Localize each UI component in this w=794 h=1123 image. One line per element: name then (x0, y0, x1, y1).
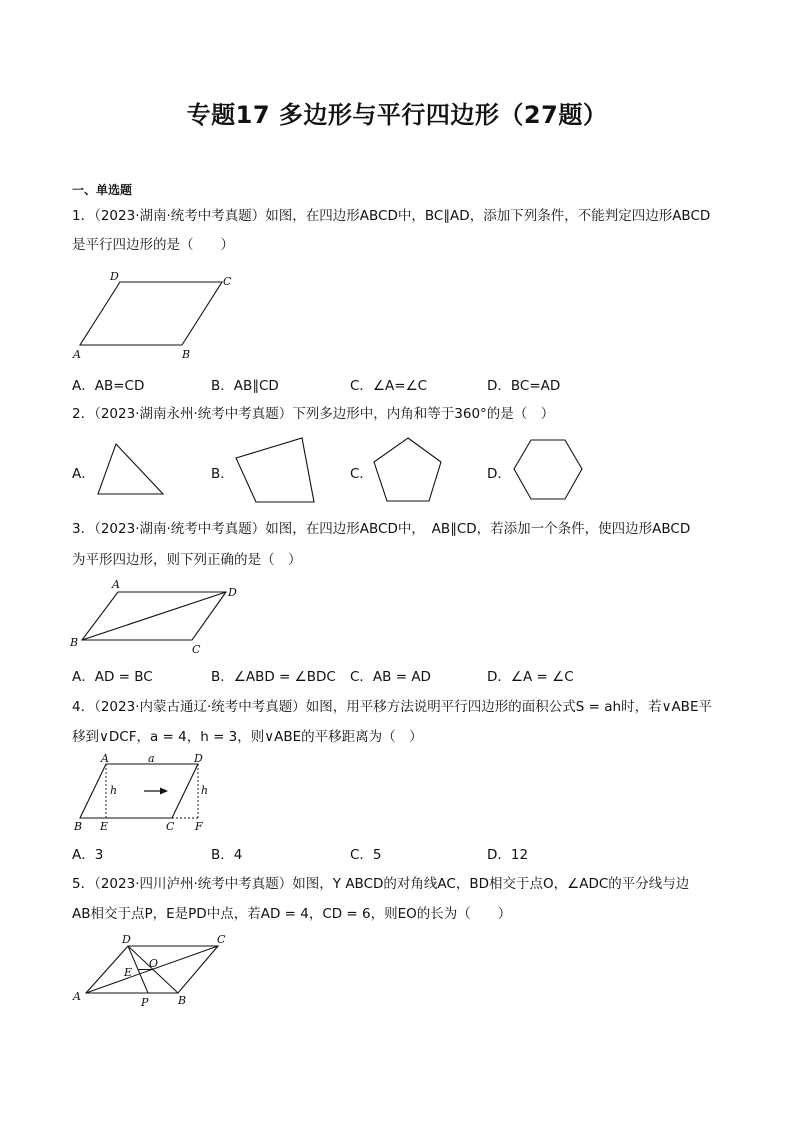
question-2-option-d[interactable]: D． (487, 466, 511, 482)
question-5-line-1: 5．（2023·四川泸州·统考中考真题）如图，Y ABCD的对角线AC，BD相交于点O，∠ADC的平分线与边 (72, 876, 690, 892)
question-2-option-b[interactable]: B． (211, 466, 234, 482)
question-5-line-2: AB相交于点P，E是PD中点，若AD = 4，CD = 6，则EO的长为（ ） (72, 906, 512, 922)
question-2-line-1: 2．（2023·湖南永州·统考中考真题）下列多边形中，内角和等于360°的是（ ） (72, 406, 555, 422)
label-c: C (166, 820, 175, 833)
label-o: O (149, 957, 159, 970)
question-3-option-d[interactable]: D．∠A = ∠C (487, 669, 574, 685)
label-h-right: h (201, 784, 209, 797)
hexagon-figure (512, 438, 584, 502)
question-3-figure (68, 578, 248, 658)
question-3-line-2: 为平形四边形，则下列正确的是（ ） (72, 552, 302, 568)
label-e: E (100, 820, 109, 833)
label-d: D (194, 752, 203, 765)
label-f: F (195, 820, 203, 833)
section-heading: 一、单选题 (72, 183, 133, 197)
question-1-option-c[interactable]: C．∠A=∠C (350, 378, 428, 394)
question-1-option-b[interactable]: B．AB∥CD (211, 378, 279, 394)
label-c: C (223, 275, 232, 288)
question-1-option-d[interactable]: D．BC=AD (487, 378, 561, 394)
question-3-option-c[interactable]: C．AB = AD (350, 669, 431, 685)
label-a: A (73, 348, 81, 361)
label-d: D (228, 586, 237, 599)
question-4-option-b[interactable]: B．4 (211, 847, 243, 863)
triangle-figure (96, 442, 166, 497)
label-a: A (112, 578, 120, 591)
question-4-line-1: 4．（2023·内蒙古通辽·统考中考真题）如图，用平移方法说明平行四边形的面积公式S = ah时，若∨ABE平 (72, 699, 712, 715)
question-2-option-a[interactable]: A． (72, 466, 95, 482)
label-a: A (101, 752, 109, 765)
label-e: E (124, 966, 133, 979)
question-4-line-2: 移到∨DCF，a = 4，h = 3，则∨ABE的平移距离为（ ） (72, 729, 423, 745)
label-a: A (73, 990, 81, 1003)
label-h-left: h (110, 784, 118, 797)
label-c: C (192, 643, 201, 656)
question-4-option-d[interactable]: D．12 (487, 847, 529, 863)
question-3-option-b[interactable]: B．∠ABD = ∠BDC (211, 669, 336, 685)
parallelogram-abcd (80, 764, 198, 818)
label-a-length: a (148, 752, 155, 765)
diagonal-bd (82, 592, 226, 640)
page-title: 专题17 多边形与平行四边形（27题） (186, 101, 608, 129)
question-4-figure (70, 752, 220, 834)
question-2-option-c[interactable]: C． (350, 466, 373, 482)
label-d: D (110, 270, 119, 283)
arrow-head (160, 788, 168, 795)
question-4-option-c[interactable]: C．5 (350, 847, 382, 863)
parallelogram-abcd (80, 282, 222, 345)
question-5-figure (66, 928, 246, 1010)
question-1-option-a[interactable]: A．AB=CD (72, 378, 145, 394)
label-c: C (217, 933, 226, 946)
label-p: P (141, 996, 149, 1009)
question-1-line-1: 1．（2023·湖南·统考中考真题）如图，在四边形ABCD中，BC∥AD，添加下列条件，不能判定四边形ABCD (72, 208, 711, 224)
question-1-figure (70, 270, 250, 365)
question-1-line-2: 是平行四边形的是（ ） (72, 237, 234, 253)
question-3-option-a[interactable]: A．AD = BC (72, 669, 153, 685)
question-4-option-a[interactable]: A．3 (72, 847, 104, 863)
label-b: B (178, 994, 187, 1007)
label-b: B (74, 820, 83, 833)
label-d: D (122, 933, 131, 946)
quadrilateral-figure (234, 436, 318, 506)
question-3-line-1: 3．（2023·湖南·统考中考真题）如图，在四边形ABCD中， AB∥CD，若添加一个条件，使四边形ABCD (72, 521, 691, 537)
label-b: B (70, 636, 79, 649)
label-b: B (182, 348, 191, 361)
pentagon-figure (372, 436, 444, 504)
